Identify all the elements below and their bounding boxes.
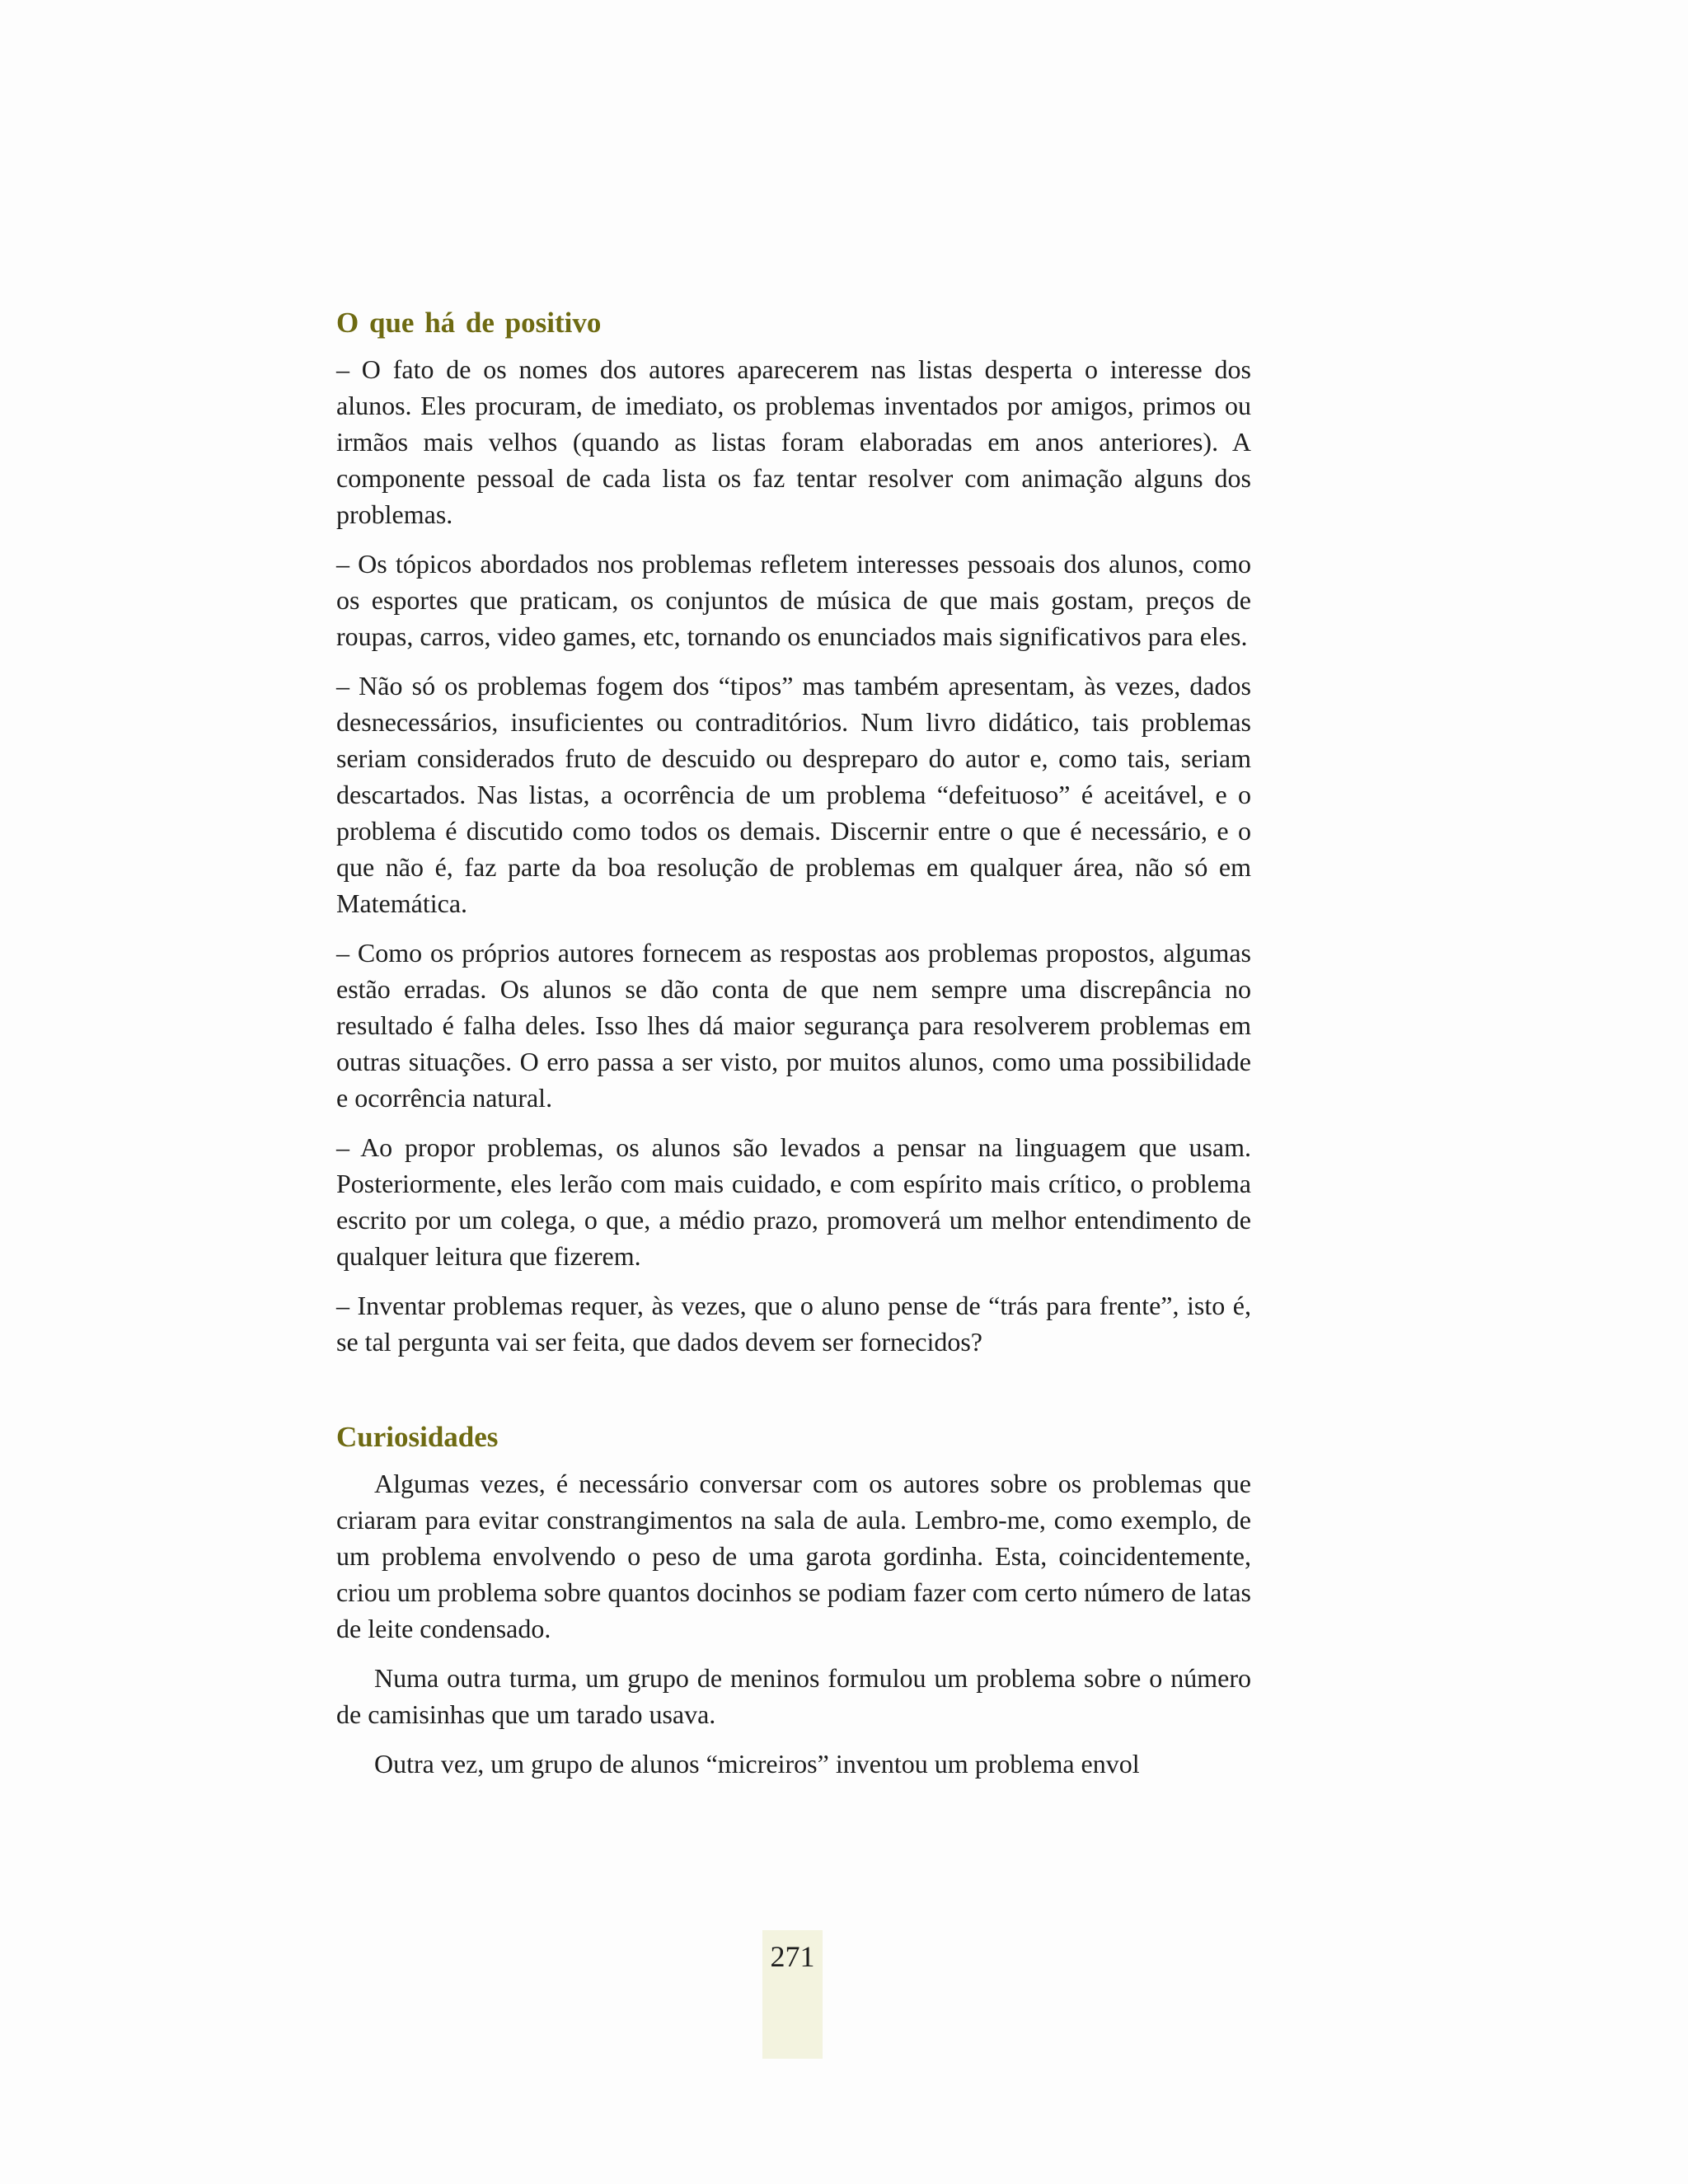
section-heading-positive: O que há de positivo (336, 307, 602, 339)
paragraph: – Não só os problemas fogem dos “tipos” mas também apresentam, às vezes, dados desnecessários, insuficientes ou contraditórios. Num livro didático, tais problemas seriam considerados fruto de descuido ou despreparo do autor e, como tais, seriam descartados. Nas listas, a ocorrência de um problema “defeituoso” é aceitável, e o problema é discutido como todos os demais. Discernir entre o que é necessário, e o que não é, faz parte da boa resolução de problemas em qualquer área, não só em Matemática. (336, 671, 1251, 918)
paragraph: Numa outra turma, um grupo de meninos formulou um problema sobre o número de camisinhas que um tarado usava. (336, 1663, 1251, 1729)
paragraph: – O fato de os nomes dos autores aparecerem nas listas desperta o interesse dos alunos. Eles procuram, de imediato, os problemas inventados por amigos, primos ou irmãos mais velhos (quando as listas foram elaboradas em anos anteriores). A componente pessoal de cada lista os faz tentar resolver com animação alguns dos problemas. (336, 354, 1251, 529)
paragraph: – Os tópicos abordados nos problemas refletem interesses pessoais dos alunos, como os esportes que praticam, os conjuntos de música de que mais gostam, preços de roupas, carros, video games, etc, tornando os enunciados mais significativos para eles. (336, 549, 1251, 651)
section-curiosities (336, 1419, 1251, 1782)
section-positive-aspects (336, 305, 1251, 1360)
page-body (336, 305, 1251, 1782)
paragraph: Outra vez, um grupo de alunos “micreiros” inventou um problema envol (374, 1749, 1140, 1779)
page-number: 271 (770, 1940, 815, 1973)
section-heading-curiosities: Curiosidades (336, 1421, 499, 1453)
paragraph: Algumas vezes, é necessário conversar com os autores sobre os problemas que criaram para evitar constrangimentos na sala de aula. Lembro-me, como exemplo, de um problema envolvendo o peso de uma garota gordinha. Esta, coincidentemente, criou um problema sobre quantos docinhos se podiam fazer com certo número de latas de leite condensado. (336, 1469, 1251, 1643)
paragraph: – Como os próprios autores fornecem as respostas aos problemas propostos, algumas estão erradas. Os alunos se dão conta de que nem sempre uma discrepância no resultado é falha deles. Isso lhes dá maior segurança para resolverem problemas em outras situações. O erro passa a ser visto, por muitos alunos, como uma possibilidade e ocorrência natural. (336, 938, 1251, 1113)
page-number-tab (762, 1930, 823, 2059)
paragraph: – Ao propor problemas, os alunos são levados a pensar na linguagem que usam. Posteriormente, eles lerão com mais cuidado, e com espírito mais crítico, o problema escrito por um colega, o que, a médio prazo, promoverá um melhor entendimento de qualquer leitura que fizerem. (336, 1132, 1251, 1271)
paragraph: – Inventar problemas requer, às vezes, que o aluno pense de “trás para frente”, isto é, se tal pergunta vai ser feita, que dados devem ser fornecidos? (336, 1291, 1251, 1357)
